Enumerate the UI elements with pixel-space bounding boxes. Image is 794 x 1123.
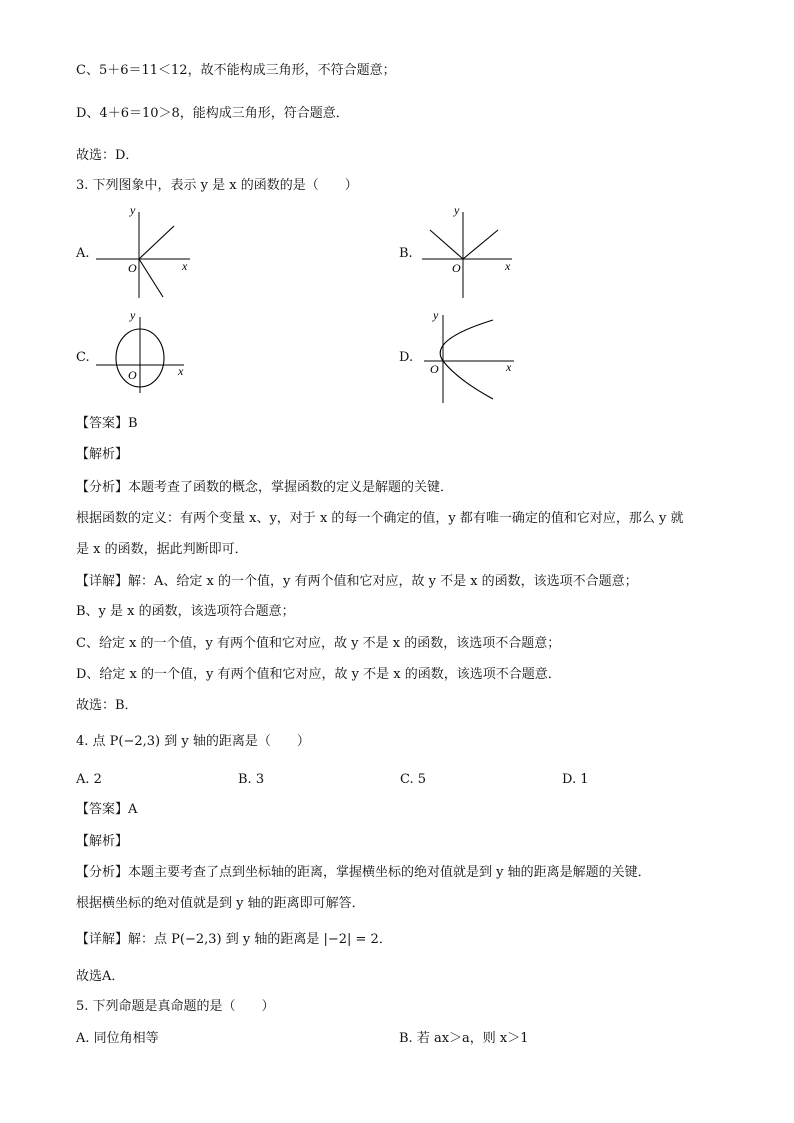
q4-option-c: C. 5 xyxy=(400,772,427,787)
q5-option-a: A. 同位角相等 xyxy=(76,1031,159,1046)
q4-detail: 【详解】解：点 P(−2,3) 到 y 轴的距离是 |−2| = 2． xyxy=(76,932,392,947)
q3-answer: 【答案】B xyxy=(76,416,138,431)
q3c-y-label: y xyxy=(130,308,136,322)
q3c-origin-label: O xyxy=(128,368,137,382)
q3b-y-label: y xyxy=(454,203,460,217)
q3d-y-label: y xyxy=(433,308,439,322)
q4-option-b: B. 3 xyxy=(238,772,265,787)
q3-choose: 故选：B． xyxy=(76,698,138,713)
q3d-x-label: x xyxy=(506,360,512,374)
solution-line-d: D、4＋6＝10＞8，能构成三角形，符合题意． xyxy=(76,106,349,121)
q3-fenxi: 【分析】本题考查了函数的概念，掌握函数的定义是解题的关键． xyxy=(76,480,454,495)
q3-graph-a xyxy=(92,200,202,300)
q3-option-b-label: B. xyxy=(399,246,413,261)
choose-d-line: 故选：D． xyxy=(76,148,139,163)
q3-graph-c xyxy=(92,305,202,395)
q3d-origin-label: O xyxy=(430,362,439,376)
q3-detail-d: D、给定 x 的一个值，y 有两个值和它对应，故 y 不是 x 的函数，该选项不合题意． xyxy=(76,667,561,682)
q3-graph-d xyxy=(418,305,528,405)
q3-detail-c: C、给定 x 的一个值，y 有两个值和它对应，故 y 不是 x 的函数，该选项不合题意； xyxy=(76,636,561,651)
q4-option-a: A. 2 xyxy=(76,772,102,787)
q3b-x-label: x xyxy=(505,259,511,273)
q4-analysis-heading: 【解析】 xyxy=(76,834,129,849)
q3-definition-line-1: 根据函数的定义：有两个变量 x、y，对于 x 的每一个确定的值，y 都有唯一确定的值和它对应，那么 y 就 xyxy=(76,511,684,526)
q3a-y-label: y xyxy=(130,203,136,217)
q3-detail-b: B、y 是 x 的函数，该选项符合题意； xyxy=(76,604,295,619)
q3-analysis-heading: 【解析】 xyxy=(76,447,129,462)
q3-option-d-label: D. xyxy=(399,350,414,365)
q3-option-c-label: C. xyxy=(76,350,90,365)
q4-option-d: D. 1 xyxy=(562,772,589,787)
q5-option-b: B. 若 ax＞a，则 x＞1 xyxy=(399,1031,529,1046)
q4-method: 根据横坐标的绝对值就是到 y 轴的距离即可解答． xyxy=(76,896,365,911)
q3-graph-b xyxy=(418,200,528,300)
q4-answer: 【答案】A xyxy=(76,802,138,817)
q3c-x-label: x xyxy=(178,364,184,378)
q3-detail-a: 【详解】解：A、给定 x 的一个值，y 有两个值和它对应，故 y 不是 x 的函数，该选项不合题意； xyxy=(76,574,638,589)
q4-fenxi: 【分析】本题主要考查了点到坐标轴的距离，掌握横坐标的绝对值就是到 y 轴的距离是解题的关键． xyxy=(76,865,651,880)
q3a-origin-label: O xyxy=(128,261,137,275)
question-5-stem: 5. 下列命题是真命题的是（ ） xyxy=(76,999,275,1014)
q4-choose: 故选A． xyxy=(76,969,125,984)
q3a-x-label: x xyxy=(182,259,188,273)
question-3-stem: 3. 下列图象中，表示 y 是 x 的函数的是（ ） xyxy=(76,178,358,193)
question-4-stem: 4. 点 P(−2,3) 到 y 轴的距离是（ ） xyxy=(76,734,310,749)
solution-line-c: C、5＋6＝11＜12，故不能构成三角形，不符合题意； xyxy=(76,63,396,78)
q3-definition-line-2: 是 x 的函数，据此判断即可． xyxy=(76,542,248,557)
q3-option-a-label: A. xyxy=(76,246,90,261)
q3b-origin-label: O xyxy=(452,261,461,275)
